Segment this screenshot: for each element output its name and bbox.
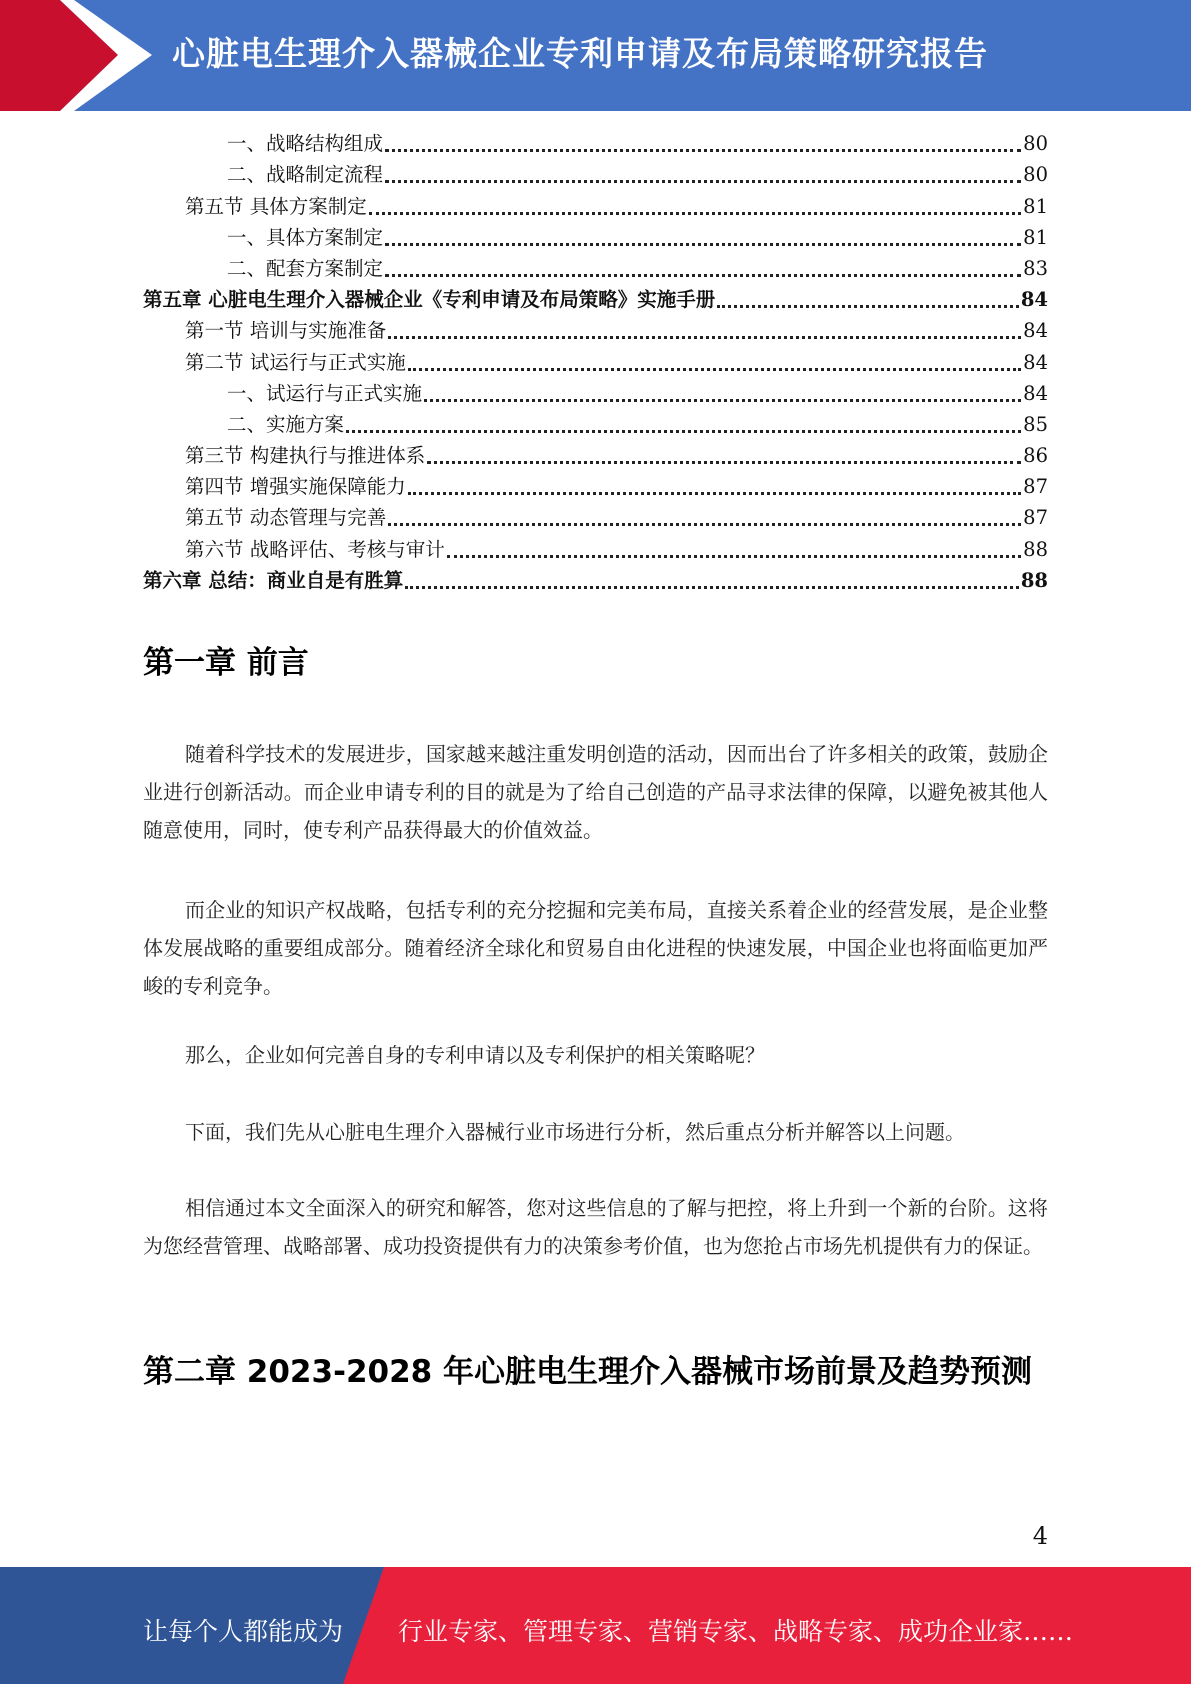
toc-entry-page: 86: [1023, 444, 1048, 468]
toc-entry-title: 第三节 构建执行与推进体系: [185, 444, 426, 468]
toc-entry-title: 第四节 增强实施保障能力: [185, 475, 406, 499]
toc-leader-dots: [447, 555, 1021, 558]
toc-leader-dots: [408, 492, 1021, 495]
toc-entry-page: 84: [1020, 288, 1048, 312]
toc-entry-title: 第五节 具体方案制定: [185, 194, 367, 218]
toc-entry[interactable]: [143, 190, 1048, 221]
footer-slogan-left: 让每个人都能成为: [143, 1617, 344, 1646]
toc-entry-page: 88: [1023, 537, 1048, 561]
paragraph-1: 随着科学技术的发展进步，国家越来越注重发明创造的活动，因而出台了许多相关的政策，鼓励企业进行创新活动。而企业申请专利的目的就是为了给自己创造的产品寻求法律的保障，以避免被其他人随意使用，同时，使专利产品获得最大的价值效益。: [143, 742, 1048, 842]
toc-leader-dots: [424, 399, 1021, 402]
toc-entry-page: 88: [1020, 568, 1048, 592]
footer-slogan-right: 行业专家、管理专家、营销专家、战略专家、成功企业家……: [398, 1617, 1074, 1646]
header-title: 心脏电生理介入器械企业专利申请及布局策略研究报告: [172, 34, 988, 73]
toc-leader-dots: [408, 368, 1021, 371]
toc-leader-dots: [385, 180, 1021, 183]
toc-entry[interactable]: [143, 222, 1048, 253]
toc-entry-page: 84: [1023, 350, 1048, 374]
toc-leader-dots: [346, 430, 1021, 433]
toc-entry[interactable]: [143, 440, 1048, 471]
toc-entry-title: 二、战略制定流程: [227, 163, 384, 187]
toc-entry-title: 二、实施方案: [227, 412, 345, 436]
toc-leader-dots: [369, 212, 1021, 215]
toc-leader-dots: [385, 243, 1021, 246]
paragraph-5: 相信通过本文全面深入的研究和解答，您对这些信息的了解与把控，将上升到一个新的台阶。这将为您经营管理、战略部署、成功投资提供有力的决策参考价值，也为您抢占市场先机提供有力的保证。: [143, 1196, 1048, 1258]
toc-entry-page: 84: [1023, 381, 1048, 405]
header-band: [0, 0, 1191, 111]
toc-leader-dots: [405, 586, 1019, 589]
toc-leader-dots: [427, 461, 1021, 464]
chapter-2-title: 第二章 2023-2028 年心脏电生理介入器械市场前景及趋势预测: [143, 1354, 1033, 1390]
toc-entry[interactable]: [143, 128, 1048, 159]
table-of-contents: [143, 128, 1048, 596]
paragraph-2: 而企业的知识产权战略，包括专利的充分挖掘和完美布局，直接关系着企业的经营发展，是企业整体发展战略的重要组成部分。随着经济全球化和贸易自由化进程的快速发展，中国企业也将面临更加严峻的专利竞争。: [143, 898, 1048, 998]
header-arrow-decoration: [0, 0, 160, 111]
toc-entry-page: 85: [1023, 412, 1048, 436]
toc-leader-dots: [385, 274, 1021, 277]
toc-entry[interactable]: [143, 502, 1048, 533]
toc-entry-page: 81: [1023, 225, 1048, 249]
toc-entry[interactable]: [143, 315, 1048, 346]
toc-entry[interactable]: [143, 409, 1048, 440]
toc-entry[interactable]: [143, 284, 1048, 315]
toc-leader-dots: [388, 523, 1021, 526]
toc-entry-title: 第一节 培训与实施准备: [185, 319, 387, 343]
toc-entry-title: 第五节 动态管理与完善: [185, 506, 387, 530]
toc-entry-page: 80: [1023, 163, 1048, 187]
paragraph-3: 那么，企业如何完善自身的专利申请以及专利保护的相关策略呢？: [185, 1043, 765, 1067]
toc-entry-title: 一、试运行与正式实施: [227, 381, 423, 405]
toc-entry-page: 87: [1023, 506, 1048, 530]
toc-entry[interactable]: [143, 471, 1048, 502]
chapter-1-title: 第一章 前言: [143, 645, 309, 681]
toc-entry-page: 80: [1023, 132, 1048, 156]
toc-entry[interactable]: [143, 159, 1048, 190]
toc-entry[interactable]: [143, 378, 1048, 409]
toc-entry-title: 第五章 心脏电生理介入器械企业《专利申请及布局策略》实施手册: [143, 288, 716, 312]
toc-entry-page: 84: [1023, 319, 1048, 343]
toc-entry[interactable]: [143, 253, 1048, 284]
paragraph-4: 下面，我们先从心脏电生理介入器械行业市场进行分析，然后重点分析并解答以上问题。: [185, 1120, 965, 1144]
toc-leader-dots: [385, 149, 1021, 152]
toc-entry-page: 83: [1023, 256, 1048, 280]
page-number: 4: [1032, 1522, 1048, 1550]
toc-leader-dots: [717, 305, 1019, 308]
toc-entry[interactable]: [143, 565, 1048, 596]
toc-entry[interactable]: [143, 346, 1048, 377]
toc-entry-title: 第二节 试运行与正式实施: [185, 350, 406, 374]
toc-entry-title: 一、具体方案制定: [227, 225, 384, 249]
toc-entry-page: 81: [1023, 194, 1048, 218]
toc-entry-page: 87: [1023, 475, 1048, 499]
toc-entry[interactable]: [143, 533, 1048, 564]
toc-entry-title: 二、配套方案制定: [227, 256, 384, 280]
toc-leader-dots: [388, 336, 1021, 339]
toc-entry-title: 一、战略结构组成: [227, 132, 384, 156]
toc-entry-title: 第六节 战略评估、考核与审计: [185, 537, 445, 561]
toc-entry-title: 第六章 总结：商业自是有胜算: [143, 568, 404, 592]
